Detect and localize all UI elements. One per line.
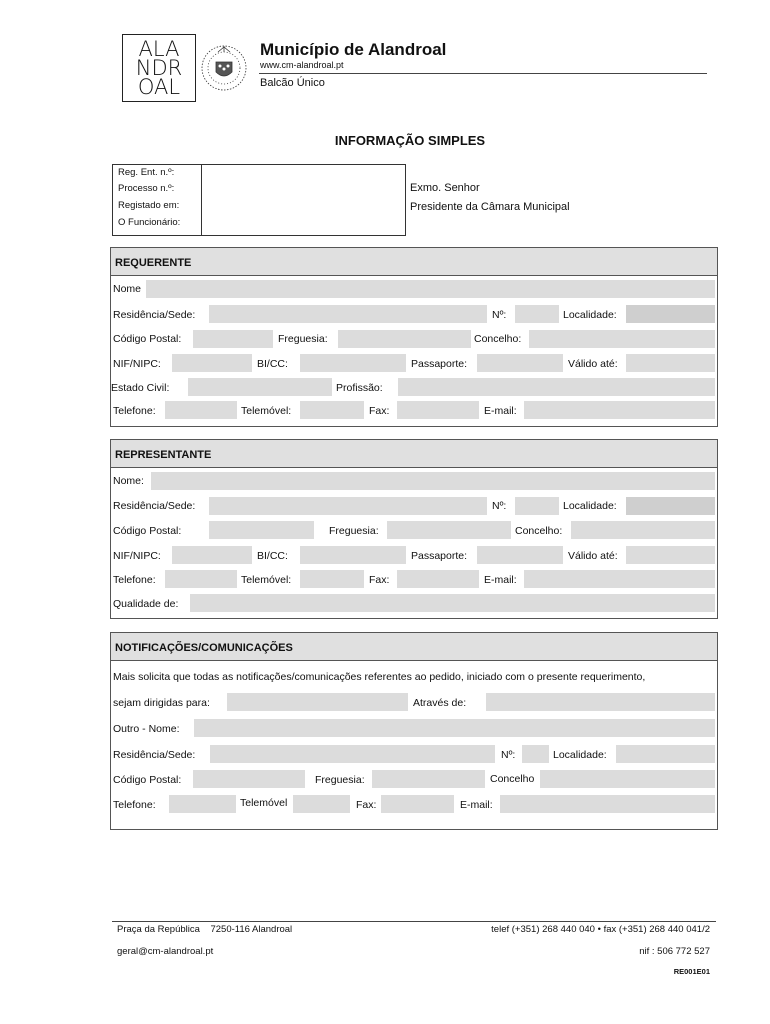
footer-nif: nif : 506 772 527 (639, 946, 710, 957)
not-numero-label: Nº: (501, 749, 516, 761)
req-concelho-label: Concelho: (474, 333, 522, 345)
req-fax-input[interactable] (397, 401, 479, 419)
not-outro-nome-input[interactable] (194, 719, 715, 737)
rep-nif-input[interactable] (172, 546, 252, 564)
processo-label: Processo n.º: (118, 183, 175, 194)
not-email-label: E-mail: (460, 799, 493, 811)
req-localidade-input[interactable] (626, 305, 715, 323)
not-residencia-input[interactable] (210, 745, 495, 763)
not-localidade-label: Localidade: (553, 749, 607, 761)
not-residencia-label: Residência/Sede: (113, 749, 196, 761)
req-nome-label: Nome (113, 283, 142, 295)
notificacoes-header (111, 633, 717, 661)
rep-email-label: E-mail: (484, 574, 517, 586)
not-telemovel-input[interactable] (293, 795, 350, 813)
rep-bi-label: BI/CC: (257, 550, 288, 562)
req-estado-civil-label: Estado Civil: (111, 382, 170, 394)
req-bi-label: BI/CC: (257, 358, 288, 370)
coat-of-arms-icon (198, 40, 250, 96)
footer-address: Praça da República 7250-116 Alandroal (117, 924, 293, 935)
not-numero-input[interactable] (522, 745, 549, 763)
rep-nome-input[interactable] (151, 472, 715, 490)
not-dirigidas-input[interactable] (227, 693, 408, 711)
rep-residencia-label: Residência/Sede: (113, 500, 196, 512)
not-telefone-input[interactable] (169, 795, 236, 813)
not-dirigidas-label: sejam dirigidas para: (113, 697, 210, 709)
registado-label: Registado em: (118, 200, 180, 211)
form-title: INFORMAÇÃO SIMPLES (334, 133, 486, 148)
req-freguesia-label: Freguesia: (278, 333, 328, 345)
rep-concelho-label: Concelho: (515, 525, 563, 537)
not-freguesia-input[interactable] (372, 770, 485, 788)
not-intro-text: Mais solicita que todas as notificações/comunicações referentes ao pedido, iniciado com o presente requerimento, (113, 671, 646, 683)
not-atraves-label: Através de: (413, 697, 467, 709)
rep-concelho-input[interactable] (571, 521, 715, 539)
req-telemovel-label: Telemóvel: (241, 405, 292, 417)
representante-header (111, 440, 717, 468)
logo-text-line-2: NDR (135, 56, 183, 80)
header-divider (259, 73, 707, 74)
not-outro-nome-label: Outro - Nome: (113, 723, 180, 735)
rep-nome-label: Nome: (113, 475, 144, 487)
not-codigo-postal-input[interactable] (193, 770, 305, 788)
registry-box (112, 164, 406, 236)
req-valido-label: Válido até: (568, 358, 618, 370)
req-freguesia-input[interactable] (338, 330, 471, 348)
not-codigo-postal-label: Código Postal: (113, 774, 182, 786)
req-profissao-input[interactable] (398, 378, 715, 396)
req-nome-input[interactable] (146, 280, 715, 298)
req-nif-input[interactable] (172, 354, 252, 372)
rep-residencia-input[interactable] (209, 497, 487, 515)
requerente-header (111, 248, 717, 276)
requerente-title: REQUERENTE (115, 257, 192, 269)
req-profissao-label: Profissão: (336, 382, 383, 394)
rep-localidade-label: Localidade: (563, 500, 617, 512)
req-telemovel-input[interactable] (300, 401, 364, 419)
not-concelho-label: Concelho (490, 773, 535, 785)
addressee-line-2: Presidente da Câmara Municipal (410, 201, 570, 213)
req-fax-label: Fax: (369, 405, 390, 417)
req-telefone-input[interactable] (165, 401, 237, 419)
municipality-website[interactable]: www.cm-alandroal.pt (260, 60, 344, 70)
req-codigo-postal-label: Código Postal: (113, 333, 182, 345)
req-estado-civil-input[interactable] (188, 378, 332, 396)
rep-telefone-input[interactable] (165, 570, 237, 588)
footer-divider (112, 921, 716, 922)
req-residencia-label: Residência/Sede: (113, 309, 196, 321)
req-email-input[interactable] (524, 401, 715, 419)
not-telefone-label: Telefone: (113, 799, 156, 811)
rep-telemovel-label: Telemóvel: (241, 574, 292, 586)
rep-telemovel-input[interactable] (300, 570, 364, 588)
rep-valido-label: Válido até: (568, 550, 618, 562)
rep-passaporte-label: Passaporte: (411, 550, 468, 562)
rep-qualidade-label: Qualidade de: (113, 598, 179, 610)
req-numero-label: Nº: (492, 309, 507, 321)
form-code: RE001E01 (673, 967, 710, 976)
rep-bi-input[interactable] (300, 546, 406, 564)
notificacoes-title: NOTIFICAÇÕES/COMUNICAÇÕES (115, 642, 293, 654)
not-freguesia-label: Freguesia: (315, 774, 365, 786)
req-localidade-label: Localidade: (563, 309, 617, 321)
req-passaporte-input[interactable] (477, 354, 563, 372)
registry-divider (201, 165, 202, 235)
rep-passaporte-input[interactable] (477, 546, 563, 564)
rep-nif-label: NIF/NIPC: (113, 550, 161, 562)
municipality-name: Município de Alandroal (260, 40, 447, 59)
department-name: Balcão Único (260, 77, 325, 89)
rep-valido-input[interactable] (626, 546, 715, 564)
rep-fax-label: Fax: (369, 574, 390, 586)
rep-fax-input[interactable] (397, 570, 479, 588)
req-residencia-input[interactable] (209, 305, 487, 323)
footer-phones: telef (+351) 268 440 040 • fax (+351) 268 440 041/2 (491, 924, 710, 935)
rep-telefone-label: Telefone: (113, 574, 156, 586)
rep-codigo-postal-label: Código Postal: (113, 525, 182, 537)
municipality-logo (122, 34, 196, 102)
rep-numero-input[interactable] (515, 497, 559, 515)
not-fax-label: Fax: (356, 799, 377, 811)
logo-text-line-3: OAL (137, 75, 181, 99)
rep-codigo-postal-input[interactable] (209, 521, 314, 539)
funcionario-label: O Funcionário: (118, 217, 181, 228)
rep-email-input[interactable] (524, 570, 715, 588)
not-fax-input[interactable] (381, 795, 454, 813)
rep-freguesia-input[interactable] (387, 521, 511, 539)
rep-freguesia-label: Freguesia: (329, 525, 379, 537)
not-localidade-input[interactable] (616, 745, 715, 763)
not-concelho-input[interactable] (540, 770, 715, 788)
req-email-label: E-mail: (484, 405, 517, 417)
addressee-line-1: Exmo. Senhor (410, 182, 480, 194)
reg-ent-label: Reg. Ent. n.º: (118, 167, 175, 178)
not-atraves-input[interactable] (486, 693, 715, 711)
req-telefone-label: Telefone: (113, 405, 156, 417)
req-bi-input[interactable] (300, 354, 406, 372)
rep-qualidade-input[interactable] (190, 594, 715, 612)
rep-localidade-input[interactable] (626, 497, 715, 515)
not-telemovel-label: Telemóvel (240, 797, 288, 809)
footer-email[interactable]: geral@cm-alandroal.pt (117, 946, 214, 957)
representante-title: REPRESENTANTE (115, 449, 212, 461)
req-numero-input[interactable] (515, 305, 559, 323)
req-nif-label: NIF/NIPC: (113, 358, 161, 370)
logo-text-line-1: ALA (138, 37, 180, 61)
req-valido-input[interactable] (626, 354, 715, 372)
req-passaporte-label: Passaporte: (411, 358, 468, 370)
rep-numero-label: Nº: (492, 500, 507, 512)
not-email-input[interactable] (500, 795, 715, 813)
req-codigo-postal-input[interactable] (193, 330, 273, 348)
req-concelho-input[interactable] (529, 330, 715, 348)
